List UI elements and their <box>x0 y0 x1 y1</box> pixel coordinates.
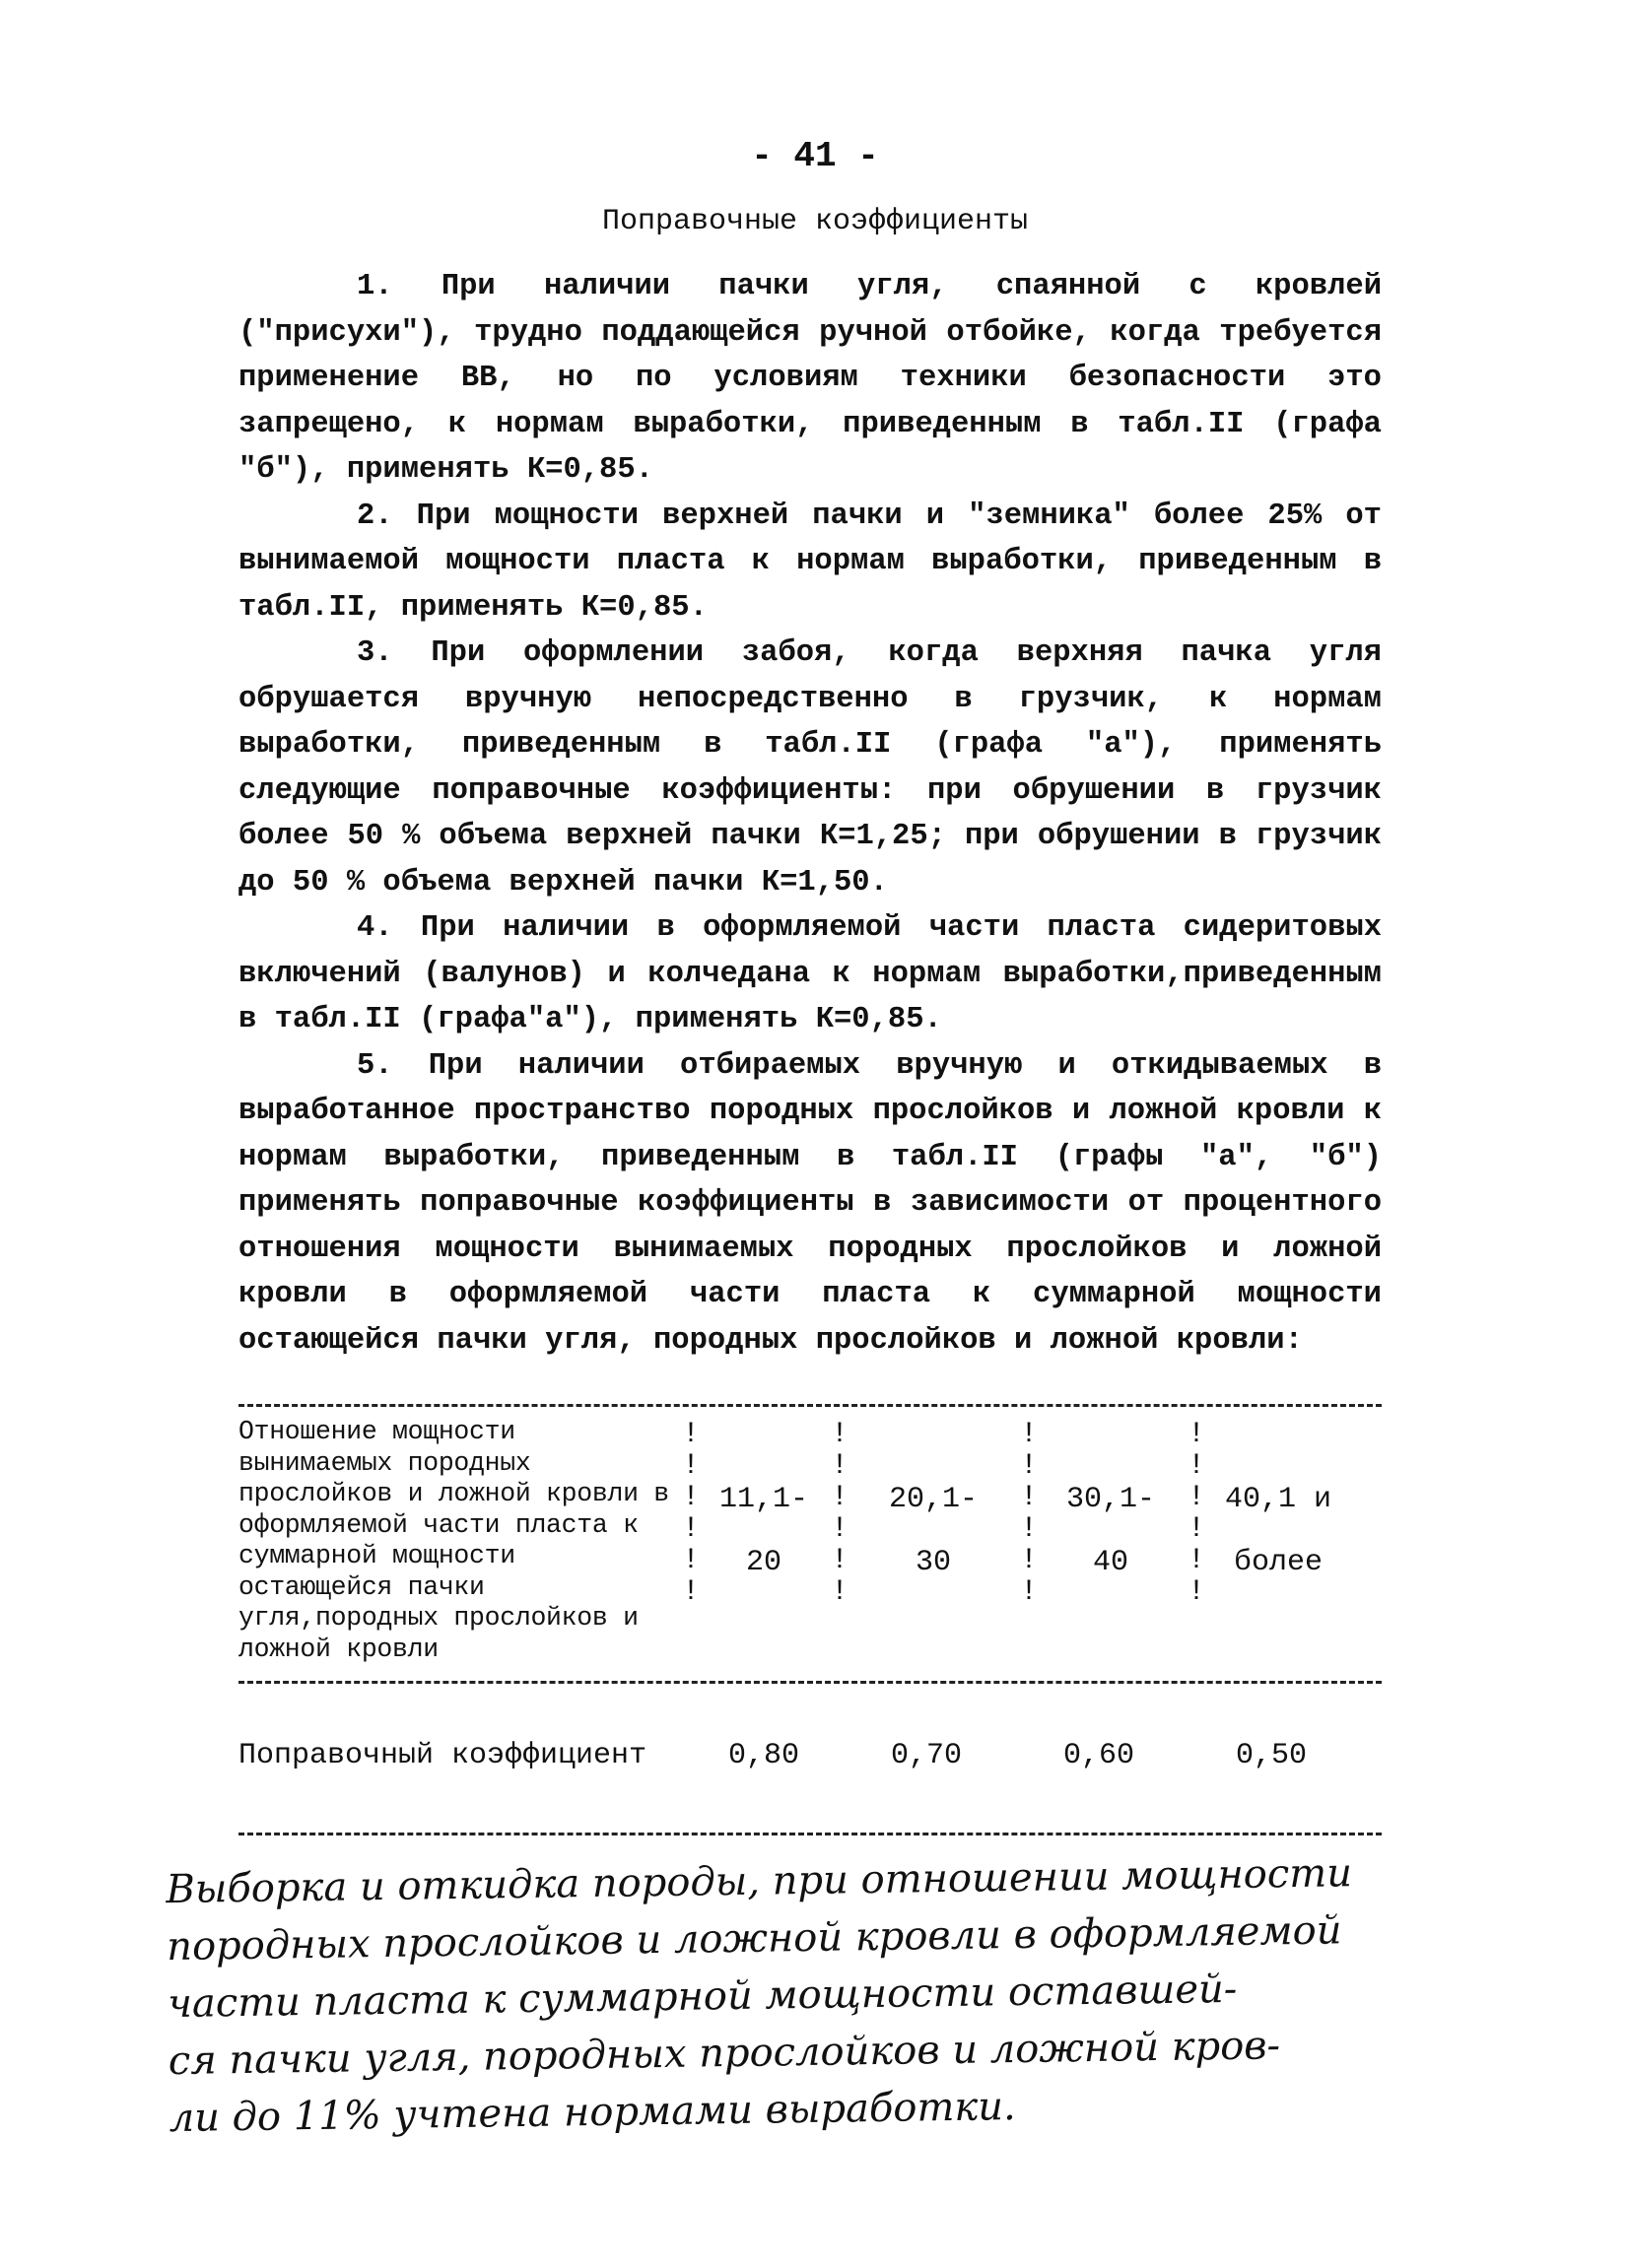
paragraph-4: 4. При наличии в оформляемой части пласта сидеритовых включений (валунов) и колчедана к нормам выработки,приведенным в табл.II (графа"а"), применять К=0,85. <box>238 911 1382 1036</box>
range-cell: 11,1- 20 <box>718 1483 808 1579</box>
handwritten-line: породных прослойков и ложной кровли в оформляемой <box>166 1907 1342 1970</box>
handwritten-line: ли до 11% учтена нормами выработки. <box>169 2084 1017 2142</box>
coefficient-value: 0,50 <box>1235 1739 1307 1772</box>
range-cell: 40,1 и более <box>1224 1483 1332 1579</box>
column-separator: ! ! ! ! ! ! <box>1020 1418 1039 1609</box>
page-number: - 41 - <box>751 136 879 176</box>
body-text <box>238 264 1382 1364</box>
table-top-rule <box>238 1404 1382 1407</box>
handwritten-note <box>166 1843 1451 2147</box>
coefficient-value: 0,80 <box>727 1739 799 1772</box>
handwritten-line: Выборка и откидка породы, при отношении мощности <box>166 1850 1353 1913</box>
range-cell: 30,1- 40 <box>1065 1483 1155 1579</box>
handwritten-line: части пласта к суммарной мощности оставшей- <box>167 1966 1238 2028</box>
range-cell: 20,1- 30 <box>888 1483 978 1579</box>
paragraph-5: 5. При наличии отбираемых вручную и откидываемых в выработанное пространство породных прослойков и ложной кровли к нормам выработки, приведенным в табл.II (графы "а", "б") применять поправочные коэффициенты в зависимости от процентного отношения мощности вынимаемых породных прослойков и ложной кровли в оформляемой части пласта к суммарной мощности остающейся пачки угля, породных прослойков и ложной кровли: <box>238 1048 1382 1358</box>
coefficient-label: Поправочный коэффициент <box>238 1739 647 1772</box>
handwritten-line: ся пачки угля, породных прослойков и ложной кров- <box>168 2023 1281 2085</box>
table-bottom-rule <box>238 1681 1382 1684</box>
paragraph-3: 3. При оформлении забоя, когда верхняя пачка угля обрушается вручную непосредственно в грузчик, к нормам выработки, приведенным в табл.II (графа "а"), применять следующие поправочные коэффициенты: при обрушении в грузчик более 50 % объема верхней пачки К=1,25; при обрушении в грузчик до 50 % объема верхней пачки К=1,50. <box>238 636 1382 900</box>
column-separator: ! ! ! ! ! ! <box>1188 1418 1206 1609</box>
coefficient-value: 0,70 <box>890 1739 962 1772</box>
column-separator: ! ! ! ! ! ! <box>682 1418 701 1609</box>
column-separator: ! ! ! ! ! ! <box>831 1418 849 1609</box>
handwriting-top-rule <box>238 1833 1382 1835</box>
table-row-header: Отношение мощности вынимаемых породных прослойков и ложной кровли в оформляемой части пласта к суммарной мощности остающейся пачки угля,породных прослойков и ложной кровли <box>238 1417 669 1664</box>
paragraph-2: 2. При мощности верхней пачки и "земника" более 25% от вынимаемой мощности пласта к нормам выработки, приведенным в табл.II, применять К=0,85. <box>238 499 1382 625</box>
coefficient-value: 0,60 <box>1062 1739 1134 1772</box>
section-heading: Поправочные коэффициенты <box>601 205 1029 238</box>
paragraph-1: 1. При наличии пачки угля, спаянной с кровлей ("присухи"), трудно поддающейся ручной отбойке, когда требуется применение ВВ, но по условиям техники безопасности это запрещено, к нормам выработки, приведенным в табл.II (графа "б"), применять К=0,85. <box>238 270 1382 487</box>
